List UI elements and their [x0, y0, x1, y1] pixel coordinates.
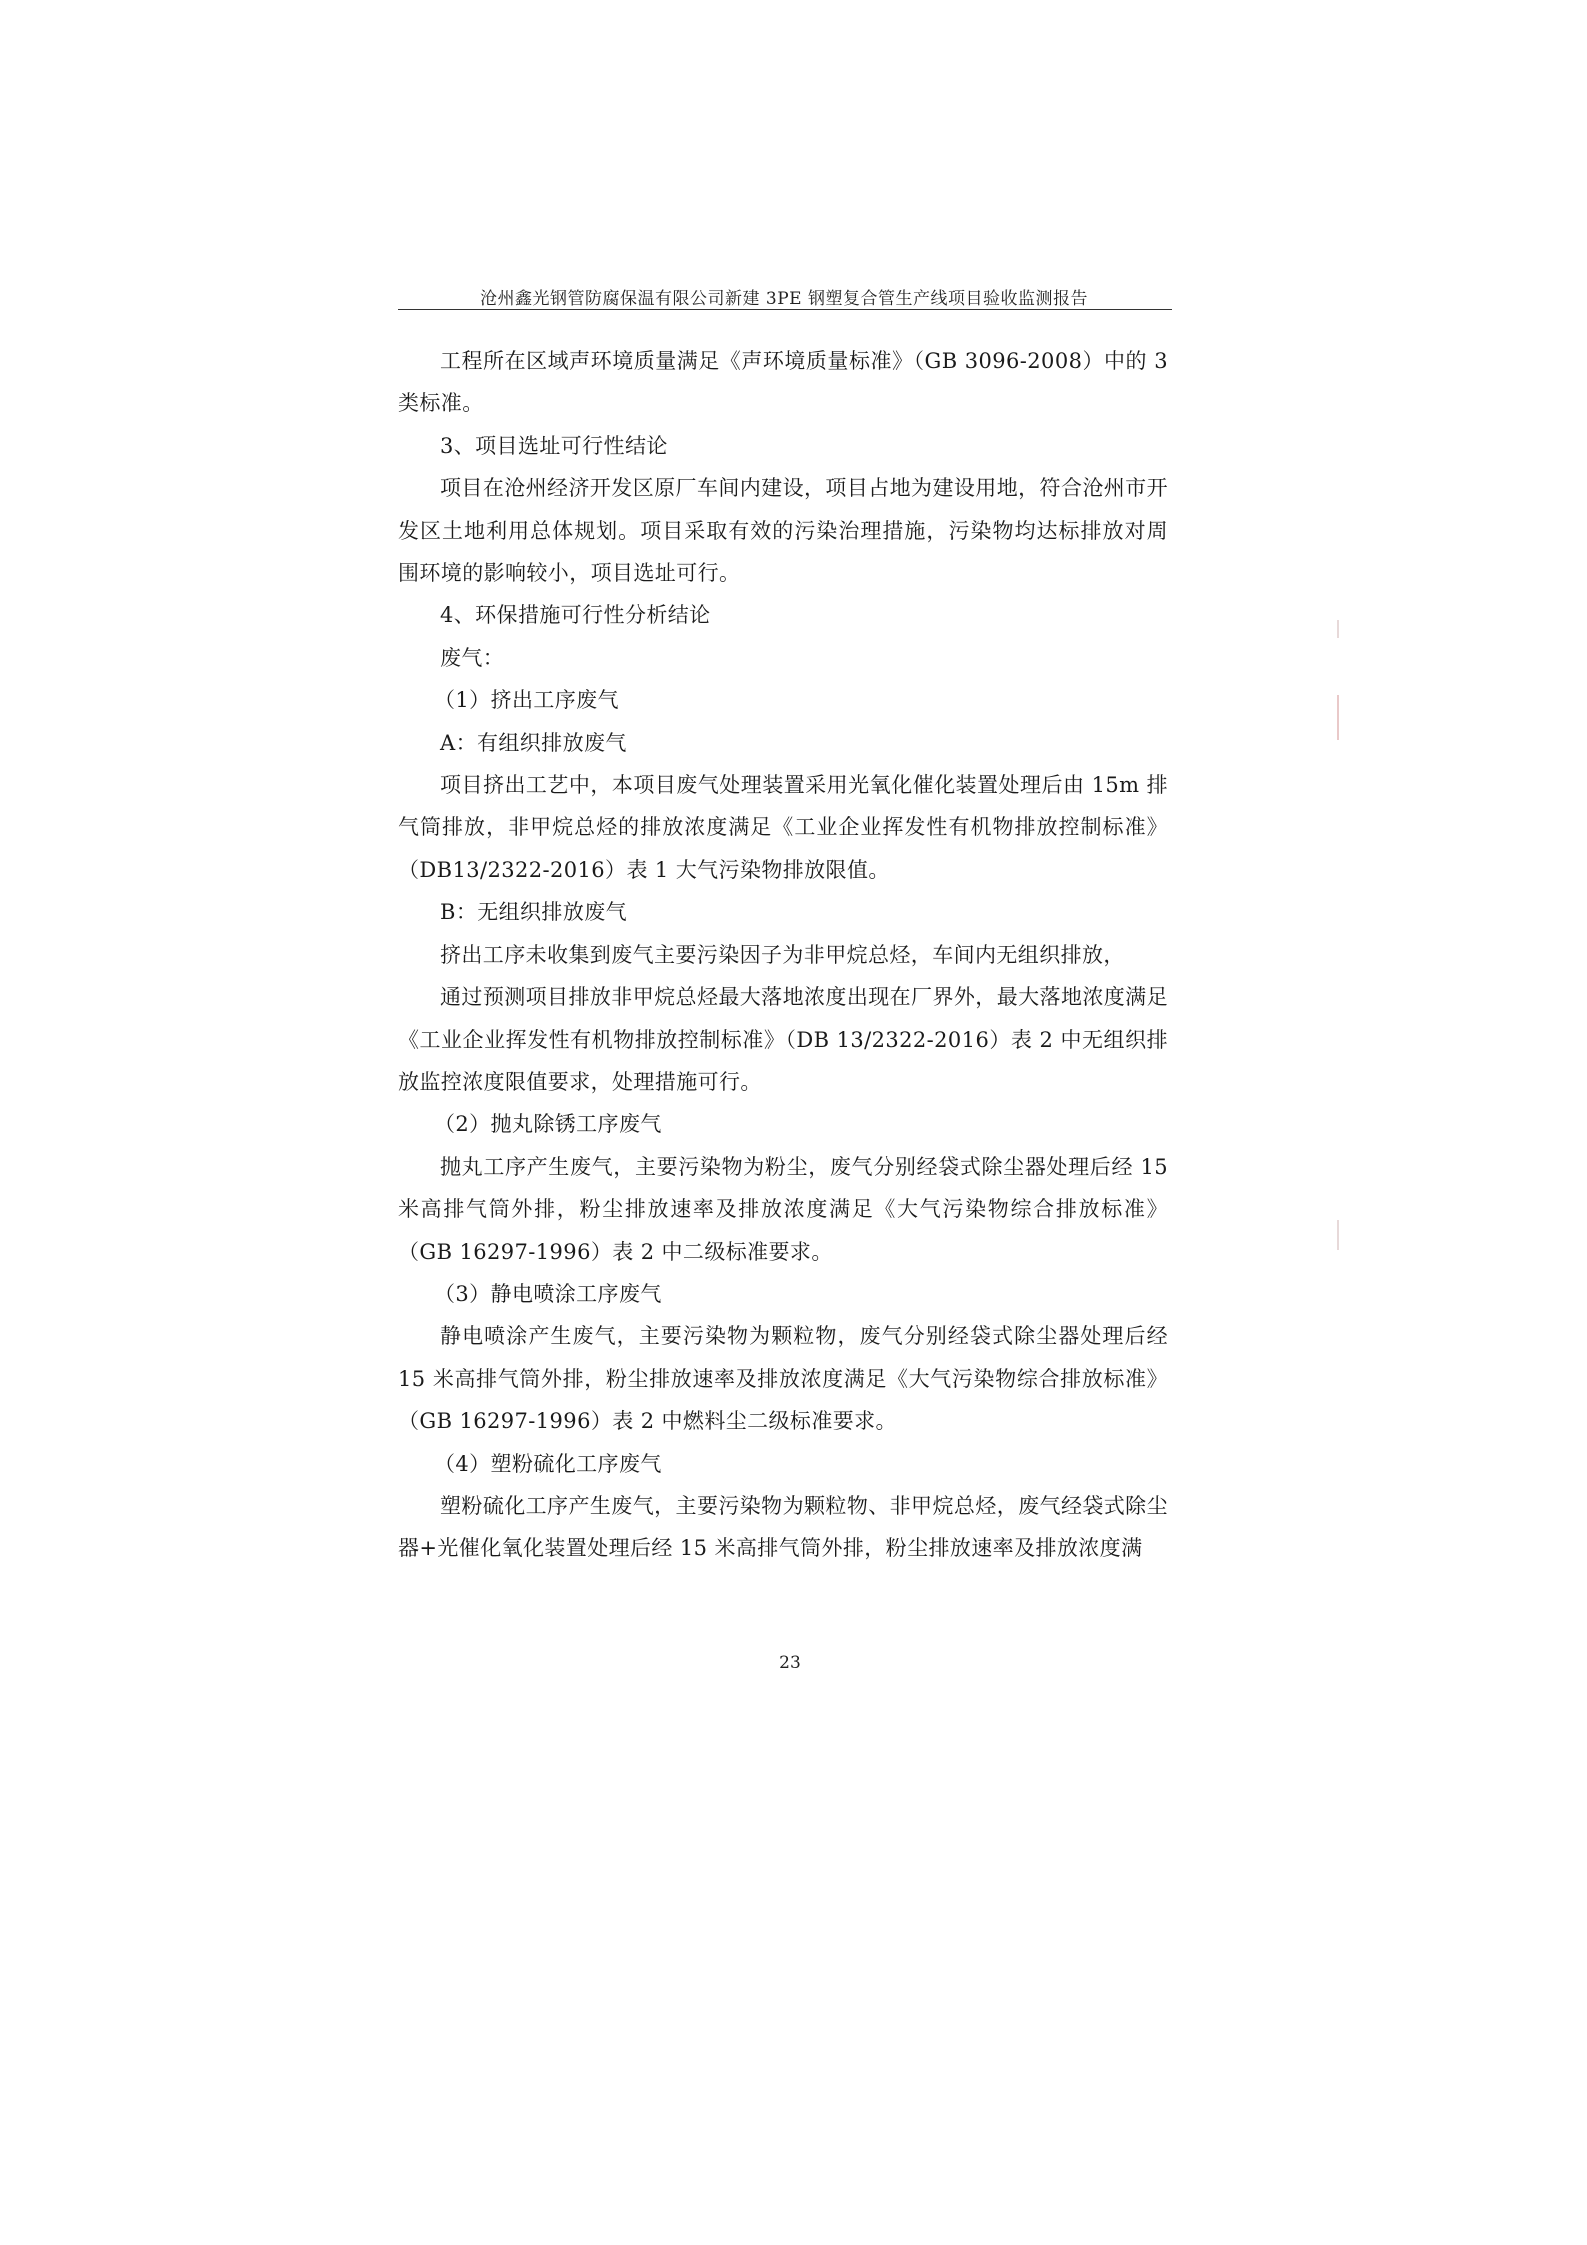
paragraph-prediction: 通过预测项目排放非甲烷总烃最大落地浓度出现在厂界外，最大落地浓度满足《工业企业挥发性有机物排放控制标准》（DB 13/2322-2016）表 2 中无组织排放监控浓度限值要求，处理措施可行。 [398, 985, 1168, 1094]
subheading-shot-blasting: （2）抛丸除锈工序废气 [434, 1112, 662, 1137]
paragraph-noise-standard: 工程所在区域声环境质量满足《声环境质量标准》（GB 3096-2008）中的 3 类标准。 [398, 349, 1168, 416]
subheading-powder-curing: （4）塑粉硫化工序废气 [434, 1451, 662, 1476]
page-number: 23 [779, 1653, 801, 1673]
scan-edge-mark [1337, 620, 1339, 638]
subheading-electrostatic-spraying: （3）静电喷涂工序废气 [434, 1281, 662, 1306]
heading-measures-feasibility: 4、环保措施可行性分析结论 [440, 603, 711, 628]
paragraph-unorganized-emission: 挤出工序未收集到废气主要污染因子为非甲烷总烃，车间内无组织排放， [440, 942, 1125, 967]
body-text [398, 340, 1168, 1570]
subheading-extrusion: （1）挤出工序废气 [434, 688, 619, 713]
scan-edge-mark [1337, 1220, 1339, 1250]
subheading-organized-emission: A：有组织排放废气 [440, 730, 627, 755]
paragraph-site-feasibility: 项目在沧州经济开发区原厂车间内建设，项目占地为建设用地，符合沧州市开发区土地利用总体规划。项目采取有效的污染治理措施，污染物均达标排放对周围环境的影响较小，项目选址可行。 [398, 476, 1168, 586]
subheading-unorganized-emission: B：无组织排放废气 [440, 900, 628, 925]
header-rule [398, 309, 1172, 310]
paragraph-shot-blasting: 抛丸工序产生废气，主要污染物为粉尘，废气分别经袋式除尘器处理后经 15 米高排气筒外排，粉尘排放速率及排放浓度满足《大气污染物综合排放标准》（GB 16297-1996）表 2 中二级标准要求。 [398, 1154, 1168, 1264]
scan-edge-mark [1337, 695, 1339, 740]
running-header: 沧州鑫光钢管防腐保温有限公司新建 3PE 钢塑复合管生产线项目验收监测报告 [480, 289, 1088, 309]
paragraph-powder-curing: 塑粉硫化工序产生废气，主要污染物为颗粒物、非甲烷总烃，废气经袋式除尘器+光催化氧化装置处理后经 15 米高排气筒外排，粉尘排放速率及排放浓度满 [398, 1493, 1168, 1561]
heading-site-feasibility: 3、项目选址可行性结论 [440, 433, 668, 458]
paragraph-organized-emission: 项目挤出工艺中，本项目废气处理装置采用光氧化催化装置处理后由 15m 排气筒排放，非甲烷总烃的排放浓度满足《工业企业挥发性有机物排放控制标准》（DB13/2322-2016）表 1 大气污染物排放限值。 [398, 773, 1168, 882]
label-waste-gas: 废气： [440, 645, 505, 670]
paragraph-electrostatic-spraying: 静电喷涂产生废气，主要污染物为颗粒物，废气分别经袋式除尘器处理后经 15 米高排气筒外排，粉尘排放速率及排放浓度满足《大气污染物综合排放标准》（GB 16297-1996）表 2 中燃料尘二级标准要求。 [398, 1324, 1168, 1434]
